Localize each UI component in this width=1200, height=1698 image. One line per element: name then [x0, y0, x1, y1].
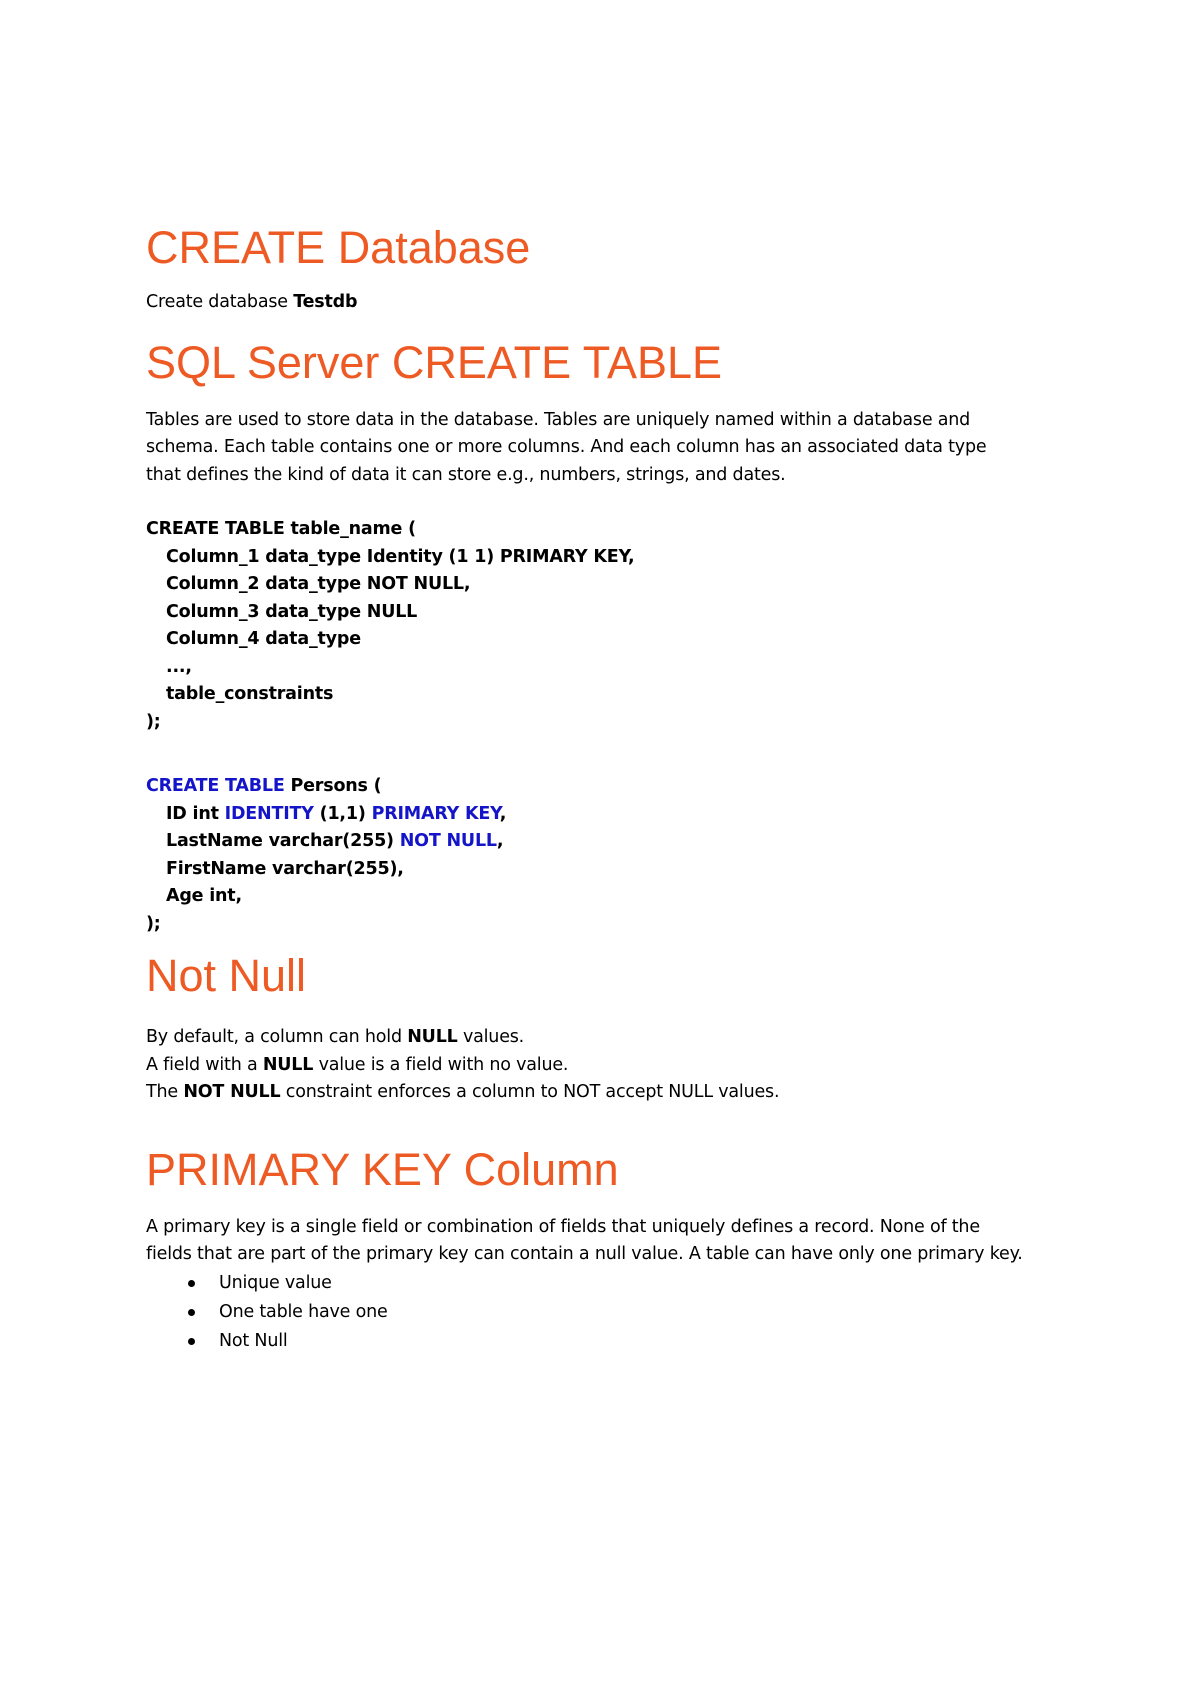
text-run: A field with a	[146, 1054, 263, 1075]
paragraph-line	[146, 1079, 1086, 1107]
example-text: ,	[496, 831, 504, 851]
database-name: Testdb	[293, 292, 358, 312]
text-run: The	[146, 1082, 184, 1102]
example-line: FirstName varchar(255),	[166, 858, 404, 879]
statement-prefix: Create database	[146, 292, 294, 312]
bullet-item	[188, 1327, 1086, 1356]
bold-run: NULL	[407, 1027, 458, 1047]
example-text: Persons (	[284, 776, 382, 796]
document-content	[146, 222, 1086, 1356]
create-table-example	[146, 773, 1086, 938]
bullet-icon	[188, 1338, 195, 1345]
example-text: ID int	[166, 803, 225, 824]
syntax-line: );	[146, 711, 161, 732]
bold-run: NULL	[262, 1054, 314, 1075]
heading-create-table: SQL Server CREATE TABLE	[146, 336, 723, 388]
syntax-line: Column_4 data_type	[166, 629, 361, 649]
bold-run: NOT NULL	[183, 1082, 281, 1102]
bullet-text: Unique value	[219, 1272, 332, 1293]
primary-key-paragraph	[146, 1214, 1086, 1269]
syntax-line: Column_2 data_type NOT NULL,	[166, 574, 471, 594]
create-table-paragraph	[146, 407, 1086, 490]
example-text: (1,1)	[313, 803, 372, 824]
bullet-text: Not Null	[219, 1330, 288, 1351]
bullet-item	[188, 1298, 1086, 1327]
example-line: Age int,	[166, 886, 242, 906]
heading-create-database: CREATE Database	[146, 222, 531, 273]
bullet-icon	[188, 1309, 195, 1316]
heading-not-null: Not Null	[146, 950, 307, 1001]
syntax-line: table_constraints	[166, 684, 334, 704]
paragraph-line: schema. Each table contains one or more columns. And each column has an associated data type	[146, 437, 987, 457]
syntax-line: ...,	[166, 656, 192, 677]
example-text: LastName varchar(255)	[166, 831, 400, 851]
paragraph-line: that defines the kind of data it can store e.g., numbers, strings, and dates.	[146, 464, 786, 485]
bullet-text: One table have one	[219, 1301, 388, 1322]
paragraph-line	[146, 1052, 1086, 1080]
create-database-statement	[146, 289, 1086, 317]
keyword: NOT NULL	[399, 831, 497, 851]
text-run: By default, a column can hold	[146, 1027, 408, 1047]
not-null-paragraph	[146, 1024, 1086, 1107]
primary-key-bullets	[146, 1269, 1086, 1356]
example-line: );	[146, 913, 161, 934]
bullet-item	[188, 1269, 1086, 1298]
example-text: ,	[499, 803, 507, 824]
paragraph-line	[146, 1024, 1086, 1052]
paragraph-line: Tables are used to store data in the database. Tables are uniquely named within a database and	[146, 409, 971, 430]
keyword: PRIMARY KEY	[371, 803, 500, 824]
heading-primary-key: PRIMARY KEY Column	[146, 1143, 619, 1195]
example-line	[146, 801, 1086, 829]
paragraph-line: A primary key is a single field or combination of fields that uniquely defines a record. None of the	[146, 1216, 980, 1237]
keyword: CREATE TABLE	[146, 776, 285, 796]
text-run: values.	[457, 1027, 525, 1047]
paragraph-line: fields that are part of the primary key can contain a null value. A table can have only one primary key.	[146, 1244, 1023, 1264]
create-table-syntax	[146, 516, 1086, 736]
text-run: constraint enforces a column to NOT accept NULL values.	[280, 1082, 780, 1102]
example-line	[146, 828, 1086, 856]
syntax-line: Column_1 data_type Identity (1 1) PRIMARY KEY,	[166, 546, 635, 567]
syntax-line: Column_3 data_type NULL	[166, 601, 418, 622]
example-line	[146, 773, 1086, 801]
keyword: IDENTITY	[224, 803, 314, 824]
bullet-icon	[188, 1280, 195, 1287]
syntax-line: CREATE TABLE table_name (	[146, 519, 416, 539]
text-run: value is a field with no value.	[313, 1054, 569, 1075]
